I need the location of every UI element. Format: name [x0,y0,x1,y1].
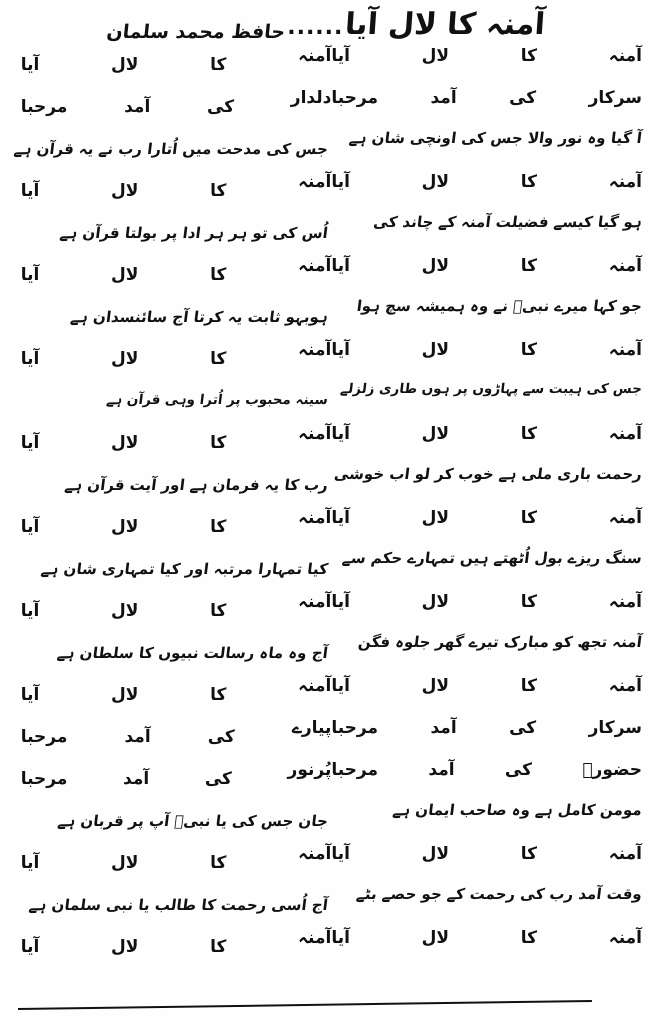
marhaba-word: پُرنور [287,759,332,780]
couplet-6 [0,550,652,592]
refrain-line [0,508,652,550]
marhaba-half-left [20,717,332,747]
couplet-1 [0,130,652,172]
refrain-word: کا [210,348,227,369]
refrain-word: آیا [20,600,40,621]
refrain-word: کا [210,54,227,75]
refrain-word: آمنہ [298,339,332,360]
refrain-word: آیا [20,516,40,537]
refrain-word: آیا [331,675,350,696]
couplet-9 [0,886,652,928]
refrain-half-right [331,340,642,360]
marhaba-word: آمد [124,96,151,117]
refrain-word: کا [210,600,227,621]
refrain-word: آیا [20,936,40,957]
refrain-word: آمنہ [298,423,332,444]
marhaba-word: کی [509,87,537,108]
refrain-half-left [20,675,332,705]
refrain-half-left [20,45,332,75]
refrain-half-left [20,927,332,957]
misra-first: سنگ ریزے بول اُٹھتے ہیں تمہارے حکم سے [341,548,644,567]
author-name: حافظ محمد سلمان [105,21,286,43]
refrain-word: لال [421,339,450,360]
marhaba-half-right [331,760,642,780]
refrain-word: آیا [331,927,350,948]
marhaba-word: کی [504,759,532,780]
misra-first: مومن کامل ہے وہ صاحب ایمان ہے [391,800,644,819]
marhaba-word: مرحبا [331,87,379,108]
marhaba-half-right [331,88,642,108]
refrain-word: آیا [331,45,350,66]
couplet-4 [0,382,652,424]
refrain-word: کا [520,255,538,276]
marhaba-word: سرکار [588,717,642,738]
refrain-word: آمنہ [608,339,642,360]
marhaba-word: آمد [430,87,457,108]
refrain-half-right [331,844,642,864]
refrain-word: آیا [331,591,350,612]
refrain-half-left [20,843,332,873]
refrain-word: کا [520,339,538,360]
marhaba-half-left [20,87,332,117]
refrain-word: آیا [20,54,40,75]
refrain-word: آیا [20,180,40,201]
refrain-word: کا [520,171,538,192]
marhaba-line-3 [0,760,652,802]
refrain-word: کا [520,591,538,612]
misra-first: آ گیا وہ نور والا جس کی اونچی شان ہے [348,128,644,147]
refrain-word: لال [111,432,139,453]
misra-second: سینہ محبوب پر اُترا وہی قرآن ہے [105,391,330,408]
refrain-line [0,172,652,214]
marhaba-word: آمد [123,768,150,789]
marhaba-line-2 [0,718,652,760]
misra-second: آج وہ ماہ رسالت نبیوں کا سلطان ہے [56,643,330,662]
misra-second: کیا تمہارا مرتبہ اور کیا تمہاری شان ہے [40,559,330,578]
refrain-word: کا [210,684,227,705]
refrain-word: آمنہ [298,675,332,696]
couplet-2 [0,214,652,256]
refrain-word: آیا [20,348,40,369]
refrain-word: لال [421,675,450,696]
refrain-word: لال [111,348,139,369]
refrain-word: لال [421,255,450,276]
refrain-half-left [20,339,332,369]
refrain-word: لال [111,264,139,285]
refrain-word: آیا [331,423,350,444]
refrain-word: لال [421,843,450,864]
refrain-word: کا [210,432,227,453]
couplet-5 [0,466,652,508]
refrain-word: آیا [20,264,40,285]
refrain-word: لال [111,180,139,201]
refrain-word: آمنہ [608,927,642,948]
refrain-half-left [20,591,332,621]
refrain-half-left [20,255,332,285]
marhaba-word: کی [207,726,235,747]
refrain-word: آیا [331,339,350,360]
misra-first: ہو گیا کیسے فضیلت آمنہ کے چاند کی [372,212,644,231]
couplet-3 [0,298,652,340]
marhaba-word: کی [204,768,232,789]
misra-second: جان جس کی یا نبیؐ آپ پر قربان ہے [57,811,330,830]
refrain-half-left [20,171,332,201]
marhaba-word: کی [207,96,235,117]
refrain-word: لال [111,852,139,873]
refrain-word: کا [520,45,538,66]
refrain-word: کا [520,423,538,444]
misra-second: رب کا یہ فرمان ہے اور آیت قرآن ہے [63,475,330,494]
title-dots: ...... [287,15,344,40]
refrain-word: آیا [20,432,40,453]
refrain-word: آمنہ [608,423,642,444]
refrain-word: آمنہ [298,171,332,192]
refrain-half-right [331,928,642,948]
marhaba-word: مرحبا [20,96,68,117]
refrain-word: لال [421,591,450,612]
title-text: آمنہ کا لال آیا [344,7,547,42]
misra-first: آمنہ تجھ کو مبارک تیرے گھر جلوہ فگن [357,632,644,651]
marhaba-word: مرحبا [331,759,379,780]
refrain-line [0,256,652,298]
misra-first: وقت آمد رب کی رحمت کے جو حصے بٹے [355,884,644,903]
refrain-line [0,424,652,466]
refrain-word: آمنہ [608,45,642,66]
refrain-word: کا [210,264,227,285]
misra-first: جو کہا میرے نبیؐ نے وہ ہمیشہ سچ ہوا [355,296,644,315]
refrain-half-right [331,172,642,192]
refrain-word: آمنہ [298,45,332,66]
refrain-word: آمنہ [298,255,332,276]
refrain-word: کا [520,507,538,528]
refrain-word: آیا [20,684,40,705]
marhaba-half-left [20,759,332,789]
refrain-word: لال [111,936,139,957]
refrain-word: لال [111,684,139,705]
refrain-word: لال [421,507,450,528]
refrain-word: آیا [331,171,350,192]
refrain-line [0,928,652,970]
refrain-half-right [331,592,642,612]
refrain-word: لال [421,45,450,66]
marhaba-word: مرحبا [331,717,379,738]
refrain-half-left [20,423,332,453]
refrain-word: آیا [331,843,350,864]
misra-first: جس کی ہیبت سے پہاڑوں پر ہوں طاری زلزلے [339,380,644,397]
page-title [0,0,652,46]
marhaba-word: حضورؐ [582,759,642,780]
marhaba-word: پیارے [291,717,332,738]
refrain-word: آمنہ [298,507,332,528]
refrain-word: کا [210,516,227,537]
bottom-divider [18,1000,592,1010]
refrain-word: کا [210,852,227,873]
marhaba-word: مرحبا [20,726,68,747]
refrain-word: آمنہ [608,255,642,276]
refrain-half-right [331,676,642,696]
marhaba-word: آمد [430,717,457,738]
refrain-line [0,46,652,88]
refrain-word: آمنہ [608,843,642,864]
misra-first: رحمت باری ملی ہے خوب کر لو اب خوشی [333,464,644,483]
misra-second: جس کی مدحت میں اُتارا رب نے یہ قرآن ہے [13,139,330,158]
refrain-word: آمنہ [608,675,642,696]
marhaba-half-right [331,718,642,738]
refrain-word: لال [421,171,450,192]
marhaba-word: مرحبا [20,768,68,789]
refrain-word: آیا [331,507,350,528]
refrain-line [0,676,652,718]
refrain-half-right [331,46,642,66]
marhaba-line-1 [0,88,652,130]
refrain-line [0,844,652,886]
refrain-word: لال [111,516,139,537]
couplet-8 [0,802,652,844]
refrain-half-right [331,256,642,276]
couplet-7 [0,634,652,676]
refrain-word: لال [421,423,450,444]
refrain-word: آمنہ [608,591,642,612]
refrain-line [0,340,652,382]
refrain-word: آمنہ [298,591,332,612]
refrain-word: کا [520,927,538,948]
refrain-half-right [331,508,642,528]
refrain-word: آیا [20,852,40,873]
refrain-line [0,592,652,634]
refrain-word: لال [111,600,139,621]
refrain-word: لال [111,54,139,75]
misra-second: آج اُسی رحمت کا طالب یا نبی سلمان ہے [28,895,330,914]
refrain-word: کا [210,936,227,957]
marhaba-word: کی [509,717,537,738]
refrain-word: آمنہ [608,171,642,192]
refrain-word: آمنہ [608,507,642,528]
marhaba-word: آمد [428,759,455,780]
refrain-word: آمنہ [298,927,332,948]
refrain-word: کا [520,843,538,864]
marhaba-word: دلدار [290,87,332,108]
refrain-word: لال [421,927,450,948]
refrain-half-left [20,507,332,537]
marhaba-word: آمد [124,726,151,747]
refrain-word: کا [520,675,538,696]
misra-second: اُس کی تو ہر ہر ادا پر بولتا قرآن ہے [59,223,330,242]
refrain-word: آمنہ [298,843,332,864]
refrain-half-right [331,424,642,444]
refrain-word: آیا [331,255,350,276]
refrain-word: کا [210,180,227,201]
misra-second: ہوبہو ثابت یہ کرتا آج سائنسدان ہے [69,307,330,326]
marhaba-word: سرکار [588,87,642,108]
